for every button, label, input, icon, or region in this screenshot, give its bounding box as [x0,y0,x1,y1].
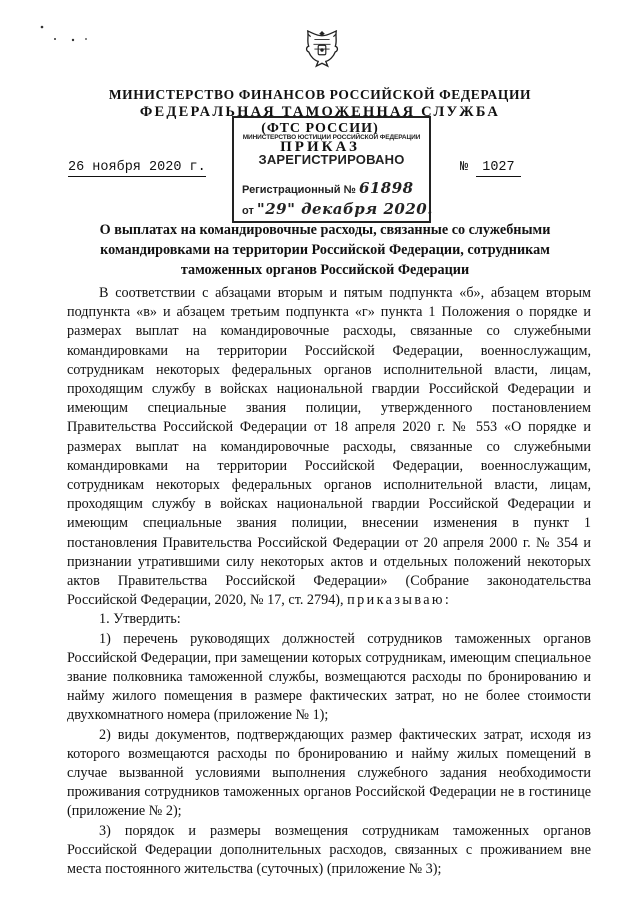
service-abbreviation: (ФТС РОССИИ) [261,121,379,136]
stamp-date-row [242,200,433,218]
registration-stamp [232,116,431,223]
stamp-reg-row [242,179,414,197]
number-value: 1027 [476,160,520,177]
order-number [460,160,521,175]
item-1-1: 1) перечень руководящих должностей сотрудников таможенных органов Российской Федерации, при замещении которых сотрудникам, имеющим специальное звание полковника таможенной службы, возмещаются расходы по бронированию и найму жилого помещения в размере фактических затрат, но не более стоимости двухкомнатного номера (приложение № 1); [67,630,591,724]
document-body [67,284,591,879]
stamp-reg-label: Регистрационный № [242,184,356,196]
item-1-2: 2) виды документов, подтверждающих размер фактических затрат, исходя из которого возмещаются расходы по бронированию и найму жилых помещений в случае вызванной условиями выполнения служебного задания необходимости проживания сотрудников таможенных органов Российской Федерации не в гостинице (приложение № 2); [67,726,591,820]
ministry-name: МИНИСТЕРСТВО ФИНАНСОВ РОССИЙСКОЙ ФЕДЕРАЦИИ [108,87,532,102]
number-sign: № [460,160,469,175]
stamp-department: МИНИСТЕРСТВО ЮСТИЦИИ РОССИЙСКОЙ ФЕДЕРАЦИИ [242,134,421,141]
stamp-registered: ЗАРЕГИСТРИРОВАНО [258,152,405,167]
item-1-3: 3) порядок и размеры возмещения сотрудникам таможенных органов Российской Федерации дополнительных расходов, связанных с проживанием вне места постоянного жительства (суточных) (приложение № 3); [67,822,591,878]
stamp-reg-date: "29" декабря 2020. [256,200,433,218]
order-date: 26 ноября 2020 г. [68,160,206,175]
coat-of-arms-emblem [303,28,341,72]
preamble-text: В соответствии с абзацами вторым и пятым подпункта «б», абзацем вторым подпункта «в» и абзацем третьим подпункта «г» пункта 1 Положения о порядке и размерах выплат на командировочные расходы, связанные со служебными командировками на территории Российской Федерации, военнослужащим, сотрудникам некоторых федеральных органов исполнительной власти, лицам, проходящим службу в войсках национальной гвардии Российской Федерации и имеющим специальные звания полиции, утвержденного постановлением Правительства Российской Федерации от 18 апреля 2020 г. № 553 «О порядке и размерах выплат на командировочные расходы, связанные со служебными командировками на территории Российской Федерации, военнослужащим, сотрудникам некоторых федеральных органов исполнительной власти, лицам, проходящим службу в войсках национальной гвардии Российской Федерации и имеющим специальные звания полиции, внесении изменения в пункт 1 постановления Правительства Российской Федерации от 20 апреля 2000 г. № 354 и признании утратившими силу некоторых актов и отдельных положений некоторых актов Правительства Российской Федерации» (Собрание законодательства Российской Федерации, 2020, № 17, ст. 2794), [67,285,591,609]
service-name: ФЕДЕРАЛЬНАЯ ТАМОЖЕННАЯ СЛУЖБА [139,104,501,120]
order-word: приказываю: [347,592,452,609]
stamp-reg-number: 61898 [358,179,414,197]
stamp-date-label: от [242,205,254,217]
document-type: ПРИКАЗ [280,139,360,155]
document-title: О выплатах на командировочные расходы, связанные со служебными командировками на территории Российской Федерации, сотрудникам таможенных органов Российской Федерации [99,222,551,278]
item-1: 1. Утвердить: [99,611,181,628]
preamble-paragraph [67,284,591,610]
